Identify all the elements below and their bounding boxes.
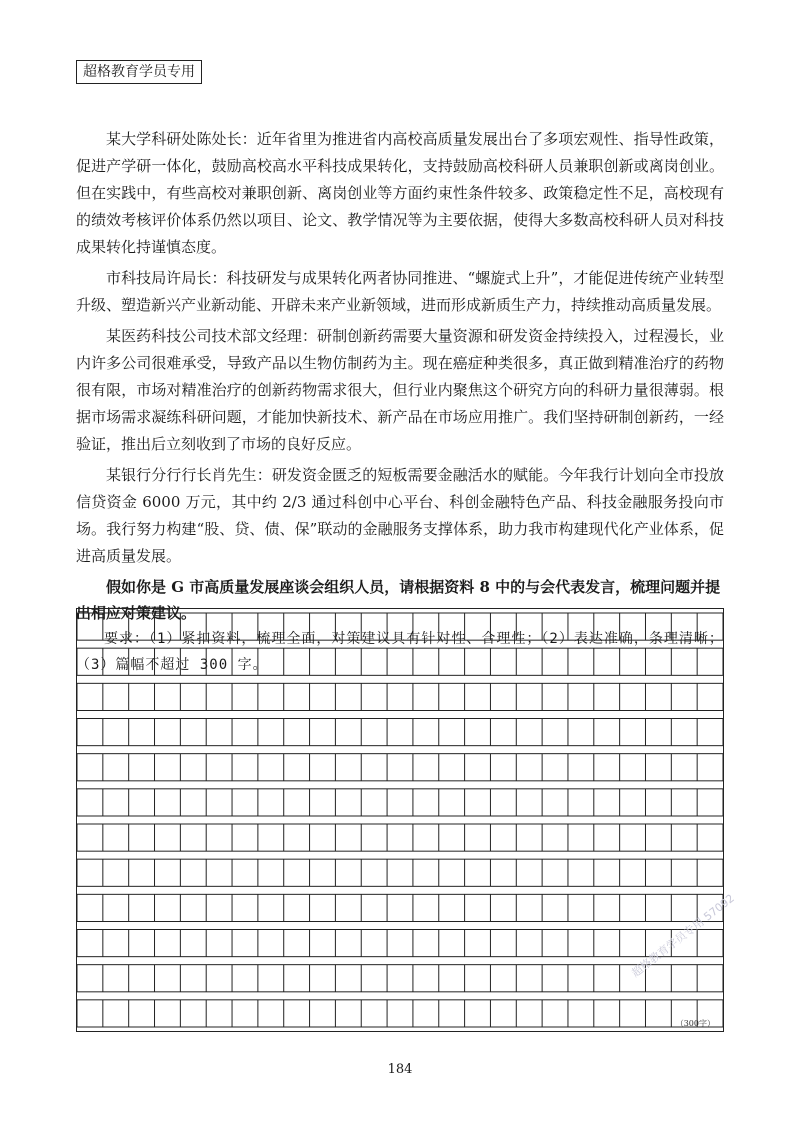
speaker-paragraph-university: 某大学科研处陈处长：近年省里为推进省内高校高质量发展出台了多项宏观性、指导性政策，促进产学研一体化，鼓励高校高水平科技成果转化，支持鼓励高校科研人员兼职创新或离岗创业。但在实践中，有些高校对兼职创新、离岗创业等方面约束性条件较多、政策稳定性不足，高校现有的绩效考核评价体系仍然以项目、论文、教学情况等为主要依据，使得大多数高校科研人员对科技成果转化持谨慎态度。 xyxy=(76,130,724,256)
task-prompt: 假如你是 G 市高质量发展座谈会组织人员，请根据资料 8 中的与会代表发言，梳理问题并提出相应对策建议。 xyxy=(76,578,721,622)
grid-row xyxy=(77,859,723,886)
watermark: 超格教育学员专用 57092 xyxy=(629,891,737,980)
grid-row xyxy=(77,719,723,746)
speaker-paragraph-bank: 某银行分行行长肖先生：研发资金匮乏的短板需要金融活水的赋能。今年我行计划向全市投放信贷资金 6000 万元，其中约 2/3 通过科创中心平台、科创金融特色产品、科技金融服务投向市场。我行努力构建“股、贷、债、保”联动的金融服务支撑体系，助力我市构建现代化产业体系，促进高质量发展。 xyxy=(76,466,724,565)
grid-row xyxy=(77,789,723,816)
grid-row xyxy=(77,965,723,992)
grid-row xyxy=(77,613,723,640)
word-count-mark: （300字） xyxy=(675,1019,715,1028)
grid-row xyxy=(77,1000,723,1027)
speaker-paragraph-tech-bureau: 市科技局许局长：科技研发与成果转化两者协同推进、“螺旋式上升”，才能促进传统产业转型升级、塑造新兴产业新动能、开辟未来产业新领域，进而形成新质生产力，持续推动高质量发展。 xyxy=(76,269,724,314)
grid-row xyxy=(77,930,723,957)
grid-row xyxy=(77,683,723,710)
page-number: 184 xyxy=(387,1062,413,1077)
grid-row xyxy=(77,648,723,675)
grid-row xyxy=(77,824,723,851)
speaker-paragraph-pharma: 某医药科技公司技术部文经理：研制创新药需要大量资源和研发资金持续投入，过程漫长，业内许多公司很难承受，导致产品以生物仿制药为主。现在癌症种类很多，真正做到精准治疗的药物很有限，市场对精准治疗的创新药物需求很大，但行业内聚焦这个研究方向的科研力量很薄弱。根据市场需求凝练科研问题，才能加快新技术、新产品在市场应用推广。我们坚持研制创新药，一经验证，推出后立刻收到了市场的良好反应。 xyxy=(76,327,724,453)
material-text xyxy=(76,126,724,678)
header-label: 超格教育学员专用 xyxy=(76,60,202,84)
grid-row xyxy=(77,894,723,921)
answer-grid[interactable] xyxy=(76,608,724,1032)
task-requirements: 要求：（1）紧扣资料，梳理全面，对策建议具有针对性、合理性；（2）表达准确，条理清晰；（3）篇幅不超过 300 字。 xyxy=(76,631,724,673)
grid-row xyxy=(77,754,723,781)
answer-grid-lines xyxy=(77,609,723,1031)
